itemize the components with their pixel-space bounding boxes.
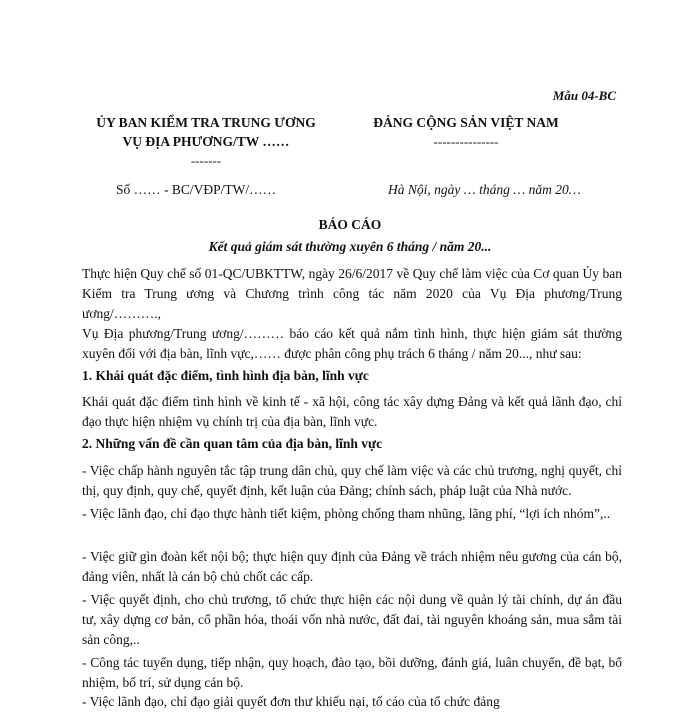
left-header-separator: ------- <box>190 153 222 168</box>
intro-paragraph-1: Thực hiện Quy chế số 01-QC/UBKTTW, ngày 26/6/2017 về Quy chế làm việc của Cơ quan Ủy ban Kiểm tra Trung ương và Chương trình công tác năm 2020 của Vụ Địa phương/Trung ương/………., <box>82 266 622 321</box>
section-2-item: - Việc giữ gìn đoàn kết nội bộ; thực hiện quy định của Đảng về trách nhiệm nêu gương của cán bộ, đảng viên, nhất là cán bộ chủ chốt các cấp. <box>82 549 622 584</box>
issuing-agency-line1: ỦY BAN KIỂM TRA TRUNG ƯƠNG <box>96 115 316 130</box>
section-1-heading: 1. Khái quát đặc điểm, tình hình địa bàn, lĩnh vực <box>82 368 369 383</box>
section-2-item: - Công tác tuyển dụng, tiếp nhận, quy hoạch, đào tạo, bồi dưỡng, đánh giá, luân chuyển, đề bạt, bổ nhiệm, bố trí, sử dụng cán bộ. <box>82 655 622 690</box>
date-line: Hà Nội, ngày … tháng … năm 20… <box>388 182 581 197</box>
issuing-agency-line2: VỤ ĐỊA PHƯƠNG/TW …… <box>122 134 290 149</box>
right-header-separator: --------------- <box>433 134 499 149</box>
section-2-heading: 2. Những vấn đề cần quan tâm của địa bàn, lĩnh vực <box>82 436 383 451</box>
section-2-item: - Việc quyết định, cho chủ trương, tổ chức thực hiện các nội dung về quản lý tài chính, dự án đầu tư, xây dựng cơ bản, cổ phần hóa, thoái vốn nhà nước, đất đai, tài nguyên khoáng sản, mua sắm tài sản công,.. <box>82 592 622 647</box>
form-code: Mẫu 04-BC <box>552 88 616 103</box>
document-number: Số …… - BC/VĐP/TW/…… <box>116 182 277 197</box>
party-name: ĐẢNG CỘNG SẢN VIỆT NAM <box>373 115 559 130</box>
document-title: BÁO CÁO <box>318 217 382 232</box>
intro-paragraph-2: Vụ Địa phương/Trung ương/……… báo cáo kết quả nắm tình hình, thực hiện giám sát thường xuyên đối với địa bàn, lĩnh vực,…… được phân công phụ trách 6 tháng / năm 20..., như sau: <box>82 326 622 361</box>
section-2-item: - Việc lãnh đạo, chỉ đạo thực hành tiết kiệm, phòng chống tham nhũng, lãng phí, “lợi ích nhóm”,.. <box>82 506 611 521</box>
section-2-item: - Việc chấp hành nguyên tắc tập trung dân chủ, quy chế làm việc và các chủ trương, nghị quyết, chỉ thị, quy định, quy chế, quyết định, kết luận của Đảng; chính sách, pháp luật của Nhà nước. <box>82 463 622 498</box>
section-2-item-cut-off: - Việc lãnh đạo, chỉ đạo giải quyết đơn thư khiếu nại, tố cáo của tổ chức đảng <box>82 694 500 709</box>
document-subtitle: Kết quả giám sát thường xuyên 6 tháng / năm 20... <box>208 239 492 254</box>
section-1-body: Khái quát đặc điểm tình hình về kinh tế - xã hội, công tác xây dựng Đảng và kết quả lãnh đạo, chỉ đạo thực hiện nhiệm vụ chính trị của địa bàn, lĩnh vực. <box>82 394 622 429</box>
